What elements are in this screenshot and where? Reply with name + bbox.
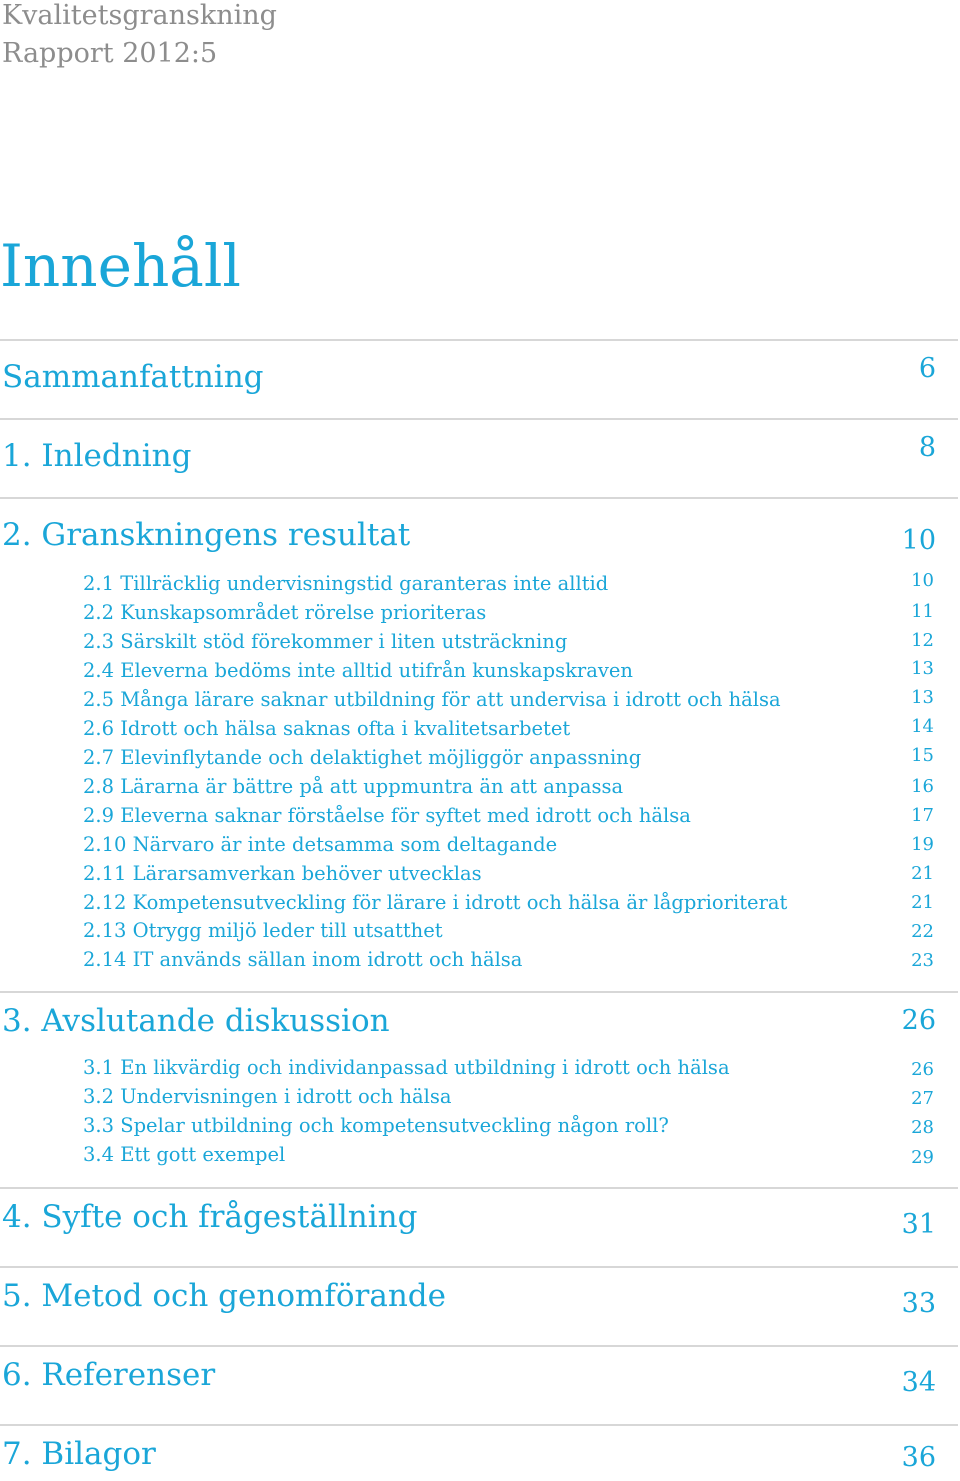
toc-entry-bilagor[interactable] xyxy=(0,1424,958,1481)
toc-section-diskussion xyxy=(0,991,958,1185)
toc-subentry-label: 2.3 Särskilt stöd förekommer i liten utsträckning xyxy=(83,630,568,653)
toc-subentry-label: 2.10 Närvaro är inte detsamma som deltagande xyxy=(83,833,558,856)
toc-subentry-page: 10 xyxy=(911,570,934,591)
toc-subentry-page: 12 xyxy=(911,630,934,651)
toc-subentry-page: 13 xyxy=(911,687,934,708)
toc-subentry-label: 3.4 Ett gott exempel xyxy=(83,1143,286,1166)
toc-entry-page: 6 xyxy=(918,353,936,384)
toc-subentry-label: 2.5 Många lärare saknar utbildning för att undervisa i idrott och hälsa xyxy=(83,688,781,711)
toc-subentry-page: 28 xyxy=(911,1117,934,1138)
toc-subentry-page: 26 xyxy=(911,1059,934,1080)
toc-entry-referenser[interactable] xyxy=(0,1345,958,1424)
report-number: Rapport 2012:5 xyxy=(2,38,218,69)
toc-subentry-label: 2.14 IT används sällan inom idrott och hälsa xyxy=(83,948,523,971)
toc-entry-page: 31 xyxy=(901,1209,936,1240)
toc-entry-syfte[interactable] xyxy=(0,1187,958,1266)
toc-entry-page: 36 xyxy=(901,1442,936,1473)
toc-subentry-page: 17 xyxy=(911,805,934,826)
toc-entry-label: 4. Syfte och frågeställning xyxy=(2,1199,418,1235)
toc-subentry-label: 2.6 Idrott och hälsa saknas ofta i kvalitetsarbetet xyxy=(83,717,571,740)
toc-subentry-page: 19 xyxy=(911,834,934,855)
toc-entry-label: 7. Bilagor xyxy=(2,1436,156,1472)
toc-entry-metod[interactable] xyxy=(0,1266,958,1345)
toc-entry-label[interactable]: 3. Avslutande diskussion xyxy=(2,1003,390,1039)
toc-entry-page: 33 xyxy=(901,1288,936,1319)
toc-entry-inledning[interactable] xyxy=(0,418,958,498)
page-title: Innehåll xyxy=(0,232,241,300)
toc-section-resultat xyxy=(0,497,958,979)
toc-entry-page: 26 xyxy=(901,1005,936,1036)
toc-subentry-label: 2.13 Otrygg miljö leder till utsatthet xyxy=(83,919,443,942)
toc-entry-page: 10 xyxy=(901,525,936,556)
toc-subentry-page: 14 xyxy=(911,716,934,737)
toc-subentry-page: 16 xyxy=(911,776,934,797)
toc-subentry-page: 21 xyxy=(911,892,934,913)
toc-entry-label: 1. Inledning xyxy=(2,438,192,474)
toc-subentry-label: 2.2 Kunskapsområdet rörelse prioriteras xyxy=(83,601,487,624)
toc-subentry-label: 2.9 Eleverna saknar förståelse för syftet med idrott och hälsa xyxy=(83,804,691,827)
toc-subentry-page: 15 xyxy=(911,745,934,766)
toc-entry-label: 6. Referenser xyxy=(2,1357,216,1393)
toc-subentry-label: 3.2 Undervisningen i idrott och hälsa xyxy=(83,1085,452,1108)
toc-subentry-page: 27 xyxy=(911,1088,934,1109)
report-series-title: Kvalitetsgranskning xyxy=(2,0,277,31)
toc-subentry-page: 13 xyxy=(911,658,934,679)
toc-subentry-label: 2.1 Tillräcklig undervisningstid garanteras inte alltid xyxy=(83,572,609,595)
toc-subentry-label: 2.11 Lärarsamverkan behöver utvecklas xyxy=(83,862,482,885)
toc-subentry-page: 29 xyxy=(911,1147,934,1168)
toc-entry-label[interactable]: 2. Granskningens resultat xyxy=(2,517,411,553)
toc-subentry-label: 2.7 Elevinflytande och delaktighet möjliggör anpassning xyxy=(83,746,642,769)
toc-subentry-page: 21 xyxy=(911,863,934,884)
toc-subentry-label: 2.4 Eleverna bedöms inte alltid utifrån kunskapskraven xyxy=(83,659,633,682)
toc-entry-page: 8 xyxy=(918,432,936,463)
toc-subentry-label: 3.1 En likvärdig och individanpassad utbildning i idrott och hälsa xyxy=(83,1056,730,1079)
toc-subentry-label: 2.12 Kompetensutveckling för lärare i idrott och hälsa är lågprioriterat xyxy=(83,891,788,914)
toc-entry-page: 34 xyxy=(901,1367,936,1398)
toc-entry-label: 5. Metod och genomförande xyxy=(2,1278,446,1314)
toc-subentry-label: 3.3 Spelar utbildning och kompetensutveckling någon roll? xyxy=(83,1114,669,1137)
toc-subentry-page: 23 xyxy=(911,950,934,971)
toc-subentry-page: 22 xyxy=(911,921,934,942)
toc-subentry-label: 2.8 Lärarna är bättre på att uppmuntra än att anpassa xyxy=(83,775,624,798)
toc-entry-label: Sammanfattning xyxy=(2,359,264,395)
toc-entry-sammanfattning[interactable] xyxy=(0,339,958,419)
toc-subentry-page: 11 xyxy=(911,601,934,622)
